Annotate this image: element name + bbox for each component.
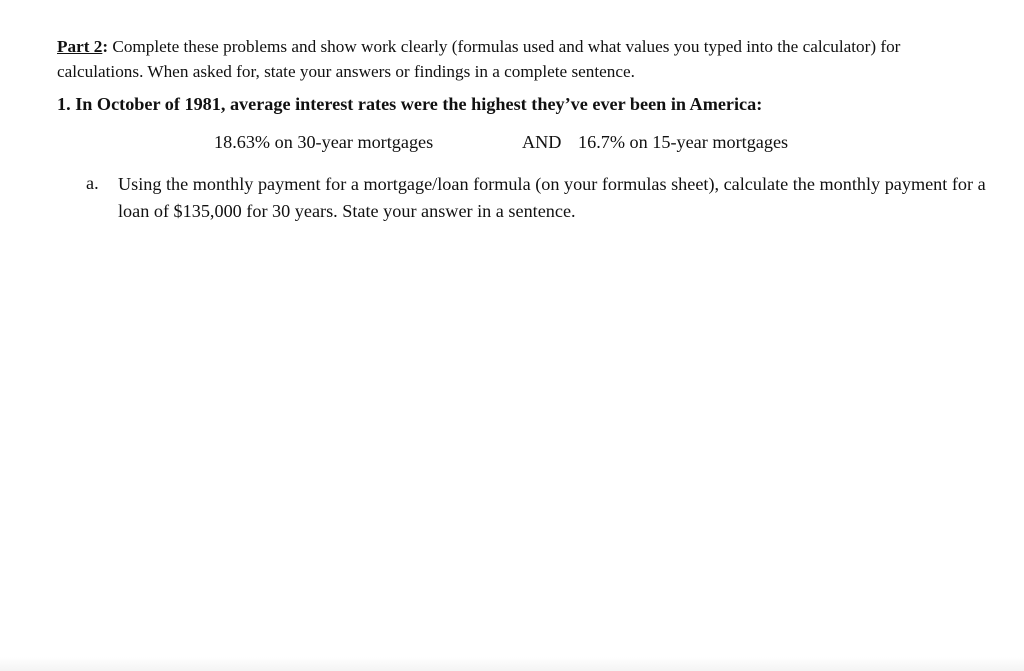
instructions-text: Complete these problems and show work clearly (formulas used and what values you typed into the calculator) for calculations. When asked for, state your answers or findings in a complete sentence. — [57, 37, 901, 81]
part-a-marker: a. — [86, 173, 99, 193]
and-label: AND — [522, 132, 562, 152]
part-2-instructions — [57, 34, 987, 84]
part-label: Part 2: — [57, 37, 109, 56]
page-bottom-edge — [0, 657, 1024, 671]
rate-15-year: 16.7% on 15-year mortgages — [578, 132, 789, 152]
part-a-text: Using the monthly payment for a mortgage/loan formula (on your formulas sheet), calculate the monthly payment for a loan of $135,000 for 30 years. State your answer in a sentence. — [118, 174, 986, 221]
rate-30-year: 18.63% on 30-year mortgages — [214, 132, 434, 152]
question-1-heading: 1. In October of 1981, average interest rates were the highest they’ve ever been in America: — [57, 94, 763, 114]
